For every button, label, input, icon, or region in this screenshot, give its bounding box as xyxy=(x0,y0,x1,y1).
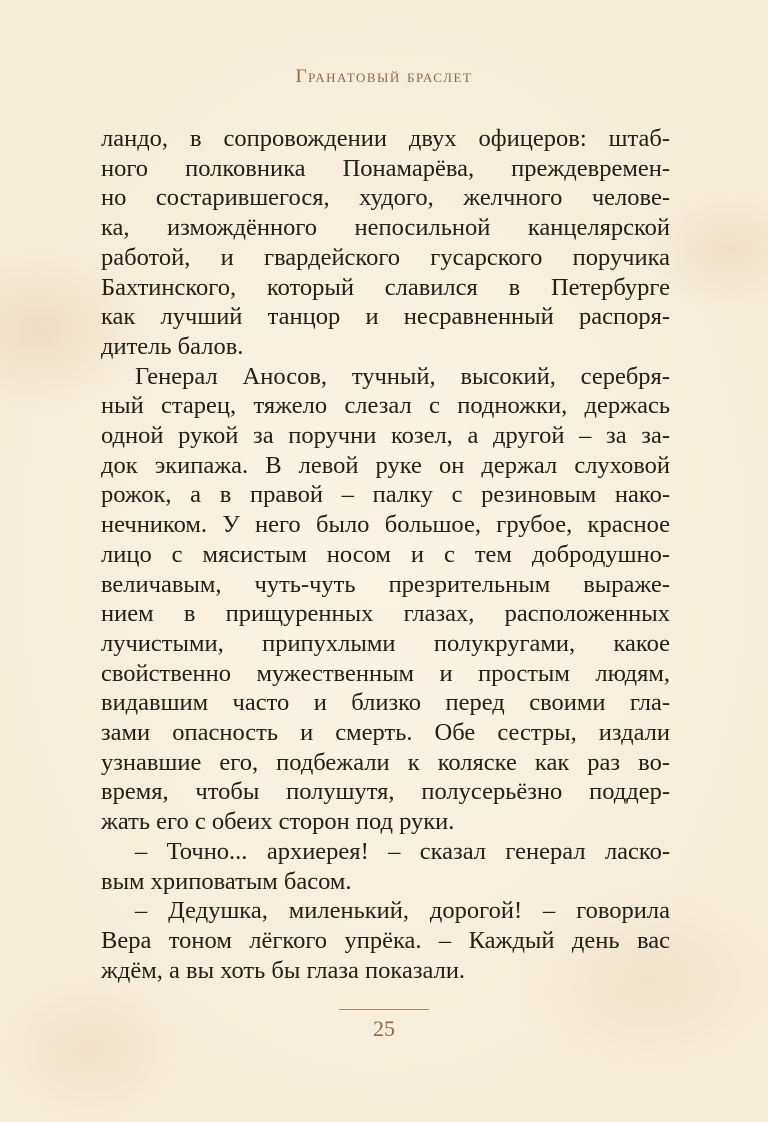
text-line: – Дедушка, миленький, дорогой! – говорила xyxy=(135,897,670,925)
body-text xyxy=(101,124,670,985)
text-line: ка, измождённого непосильной канцелярской xyxy=(101,214,670,242)
text-line: вым хриповатым басом. xyxy=(101,867,352,895)
text-line: узнавшие его, подбежали к коляске как раз во- xyxy=(101,748,670,776)
text-line: нием в прищуренных глазах, расположенных xyxy=(101,600,670,628)
text-line: работой, и гвардейского гусарского поручика xyxy=(101,243,670,271)
text-line: Бахтинского, который славился в Петербурге xyxy=(101,273,670,301)
text-line: видавшим часто и близко перед своими гла- xyxy=(101,689,670,717)
text-line: зами опасность и смерть. Обе сестры, издали xyxy=(101,719,670,747)
text-line: нечником. У него было большое, грубое, красное xyxy=(101,511,670,539)
text-line: жать его с обеих сторон под руки. xyxy=(101,808,455,836)
text-line: Вера тоном лёгкого упрёка. – Каждый день вас xyxy=(101,926,670,954)
text-line: свойственно мужественным и простым людям, xyxy=(101,659,670,687)
text-line: рожок, а в правой – палку с резиновым нако- xyxy=(101,481,670,509)
text-line: ландо, в сопровождении двух офицеров: штаб- xyxy=(101,125,670,152)
text-line: одной рукой за поручни козел, а другой – за за- xyxy=(101,422,670,450)
text-line: Генерал Аносов, тучный, высокий, серебря- xyxy=(135,362,670,390)
text-line: время, чтобы полушутя, полусерьёзно поддер- xyxy=(101,778,670,806)
paragraph xyxy=(101,837,670,896)
text-line: величавым, чуть-чуть презрительным выраже- xyxy=(101,570,670,598)
paragraph xyxy=(101,124,670,362)
paragraph xyxy=(101,362,670,837)
text-line: дитель балов. xyxy=(101,332,244,360)
text-line: ного полковника Понамарёва, преждевремен- xyxy=(101,154,670,182)
footer-divider xyxy=(339,1009,429,1010)
text-line: ный старец, тяжело слезал с подножки, держась xyxy=(101,392,670,420)
text-line: ждём, а вы хоть бы глаза показали. xyxy=(101,956,466,984)
text-line: – Точно... архиерея! – сказал генерал ласко- xyxy=(135,837,670,865)
text-line: док экипажа. В левой руке он держал слуховой xyxy=(101,451,670,479)
paragraph xyxy=(101,896,670,985)
text-line: лицо с мясистым носом и с тем добродушно- xyxy=(101,540,670,568)
text-line: лучистыми, припухлыми полукругами, какое xyxy=(101,629,670,657)
running-header: Гранатовый браслет xyxy=(295,66,473,87)
text-line: но состарившегося, худого, желчного челове- xyxy=(101,184,670,212)
text-line: как лучший танцор и несравненный распоря- xyxy=(101,303,670,331)
page-number: 25 xyxy=(373,1016,395,1041)
